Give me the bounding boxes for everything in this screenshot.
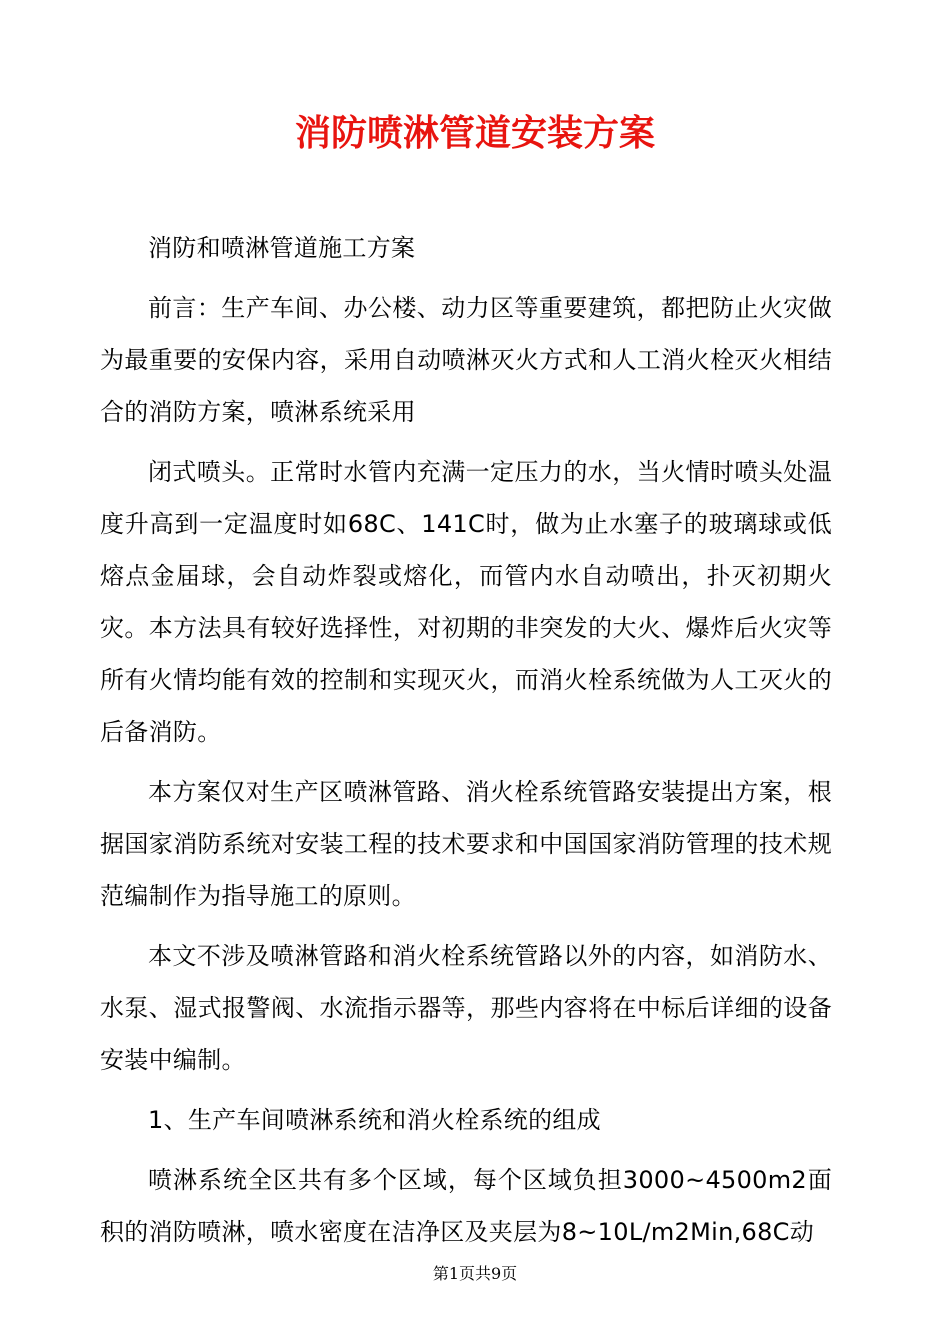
document-body (100, 222, 832, 1266)
paragraph-closed-sprinkler: 闭式喷头。正常时水管内充满一定压力的水，当火情时喷头处温度升高到一定温度时如68C、141C时，做为止水塞子的玻璃球或低熔点金届球，会自动炸裂或熔化，而管内水自动喷出，扑灭初期火灾。本方法具有较好选择性，对初期的非突发的大火、爆炸后火灾等所有火情均能有效的控制和实现灭火，而消火栓系统做为人工灭火的后备消防。 (100, 458, 832, 746)
paragraph-exclusions: 本文不涉及喷淋管路和消火栓系统管路以外的内容，如消防水、水泵、湿式报警阀、水流指示器等，那些内容将在中标后详细的设备安装中编制。 (100, 942, 832, 1074)
paragraph-system-areas: 喷淋系统全区共有多个区域，每个区域负担3000~4500m2面积的消防喷淋，喷水密度在洁净区及夹层为8~10L/m2Min,68C动 (100, 1166, 832, 1246)
paragraph-subtitle: 消防和喷淋管道施工方案 (148, 234, 416, 262)
page-number-footer: 第1页共9页 (432, 1264, 518, 1283)
document-title: 消防喷淋管道安装方案 (294, 113, 655, 154)
paragraph-preface: 前言：生产车间、办公楼、动力区等重要建筑，都把防止火灾做为最重要的安保内容，采用自动喷淋灭火方式和人工消火栓灭火相结合的消防方案，喷淋系统采用 (100, 294, 832, 426)
section-heading-1: 1、生产车间喷淋系统和消火栓系统的组成 (148, 1106, 601, 1134)
paragraph-scope: 本方案仅对生产区喷淋管路、消火栓系统管路安装提出方案，根据国家消防系统对安装工程的技术要求和中国国家消防管理的技术规范编制作为指导施工的原则。 (100, 778, 832, 910)
